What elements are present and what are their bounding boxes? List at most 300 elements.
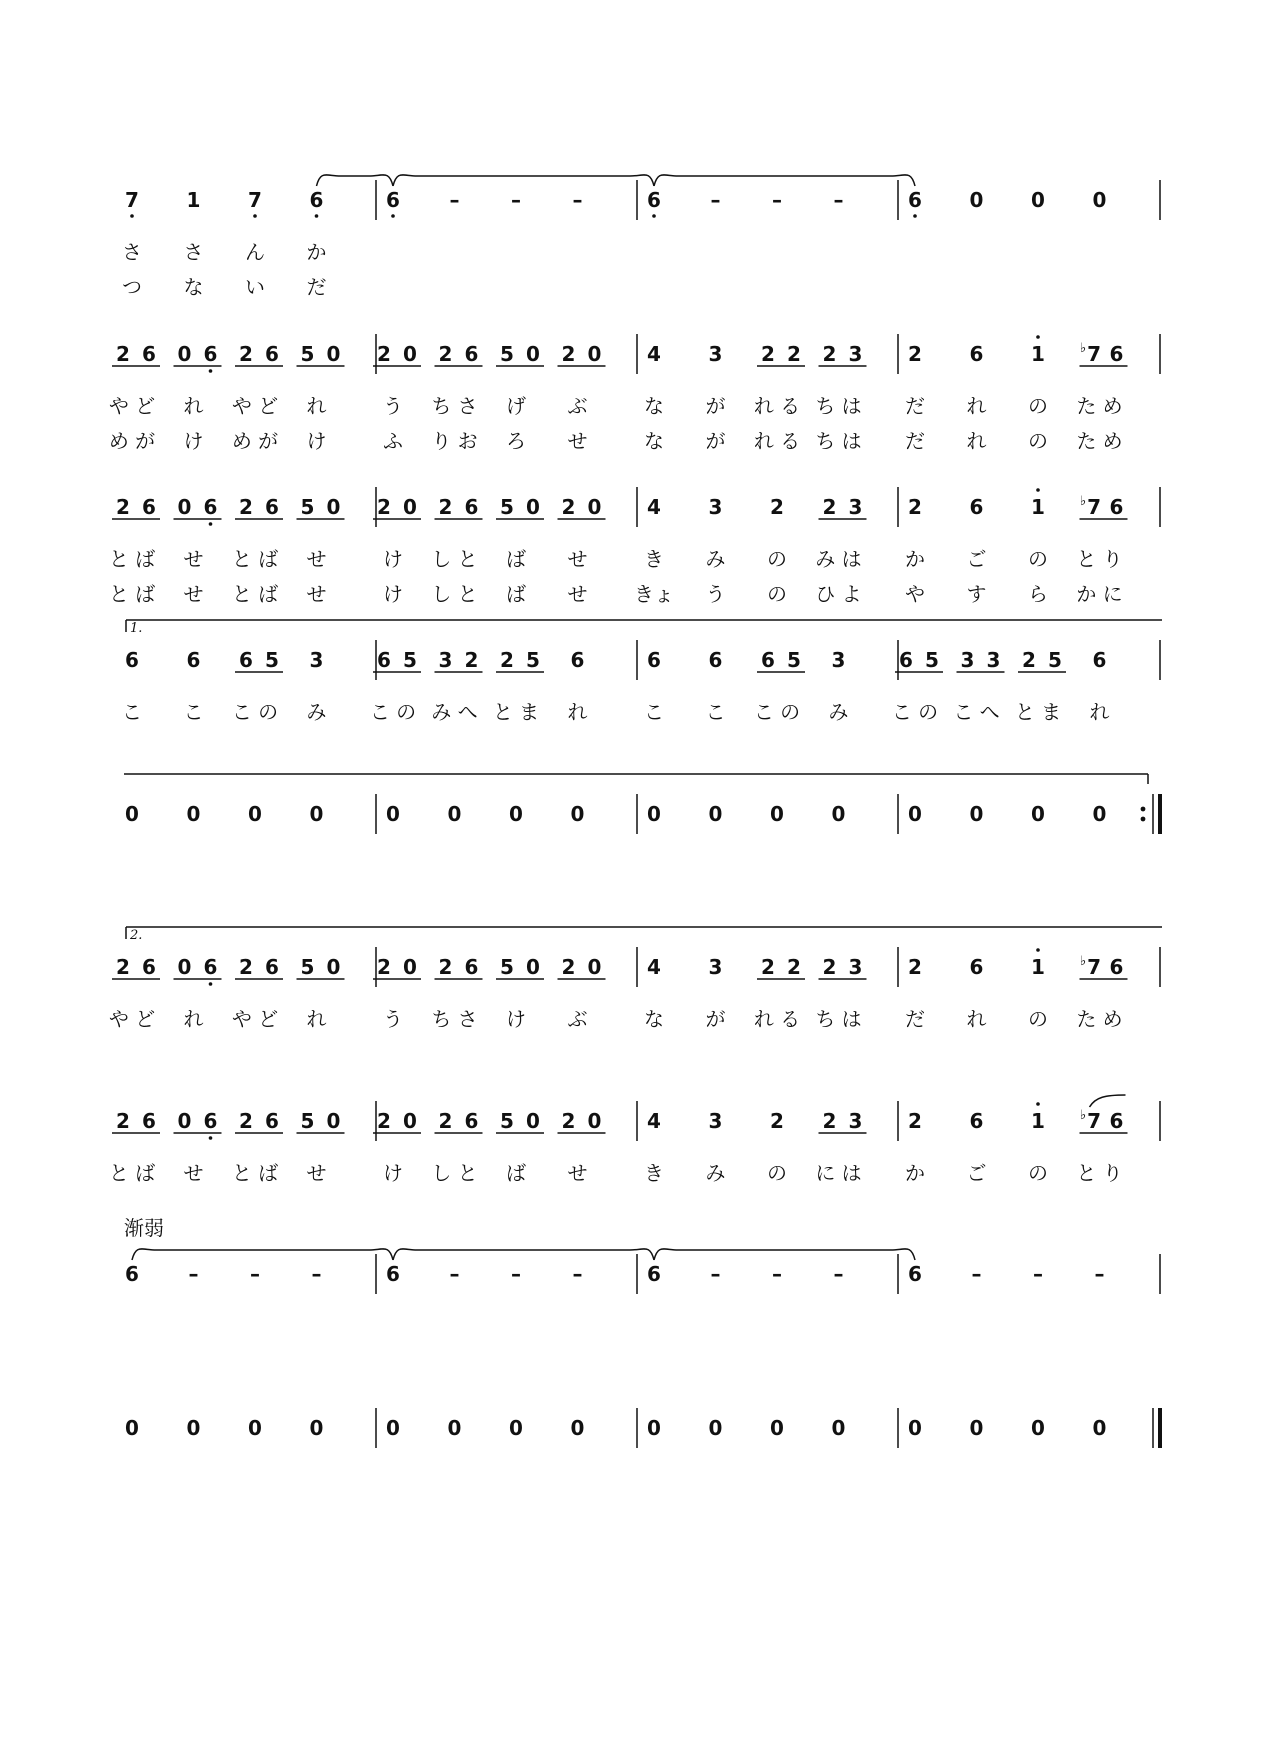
note: 0 xyxy=(1031,802,1045,826)
octave-dot-above xyxy=(1036,335,1040,339)
note: 6 xyxy=(1109,495,1124,519)
note: 2 xyxy=(239,1109,253,1133)
note: 2 xyxy=(770,495,784,519)
note: 6 xyxy=(647,1262,661,1286)
note: 6 xyxy=(908,188,922,212)
note: 6 xyxy=(125,648,139,672)
lyric: れ xyxy=(567,700,588,724)
note: 2 xyxy=(377,1109,391,1133)
dash: – xyxy=(772,1262,782,1286)
dynamics-label: 渐弱 xyxy=(124,1216,164,1240)
note: 5 xyxy=(925,648,939,672)
dash: – xyxy=(833,188,844,212)
volta-number: 1. xyxy=(130,621,143,636)
lyric: な xyxy=(644,1007,664,1031)
note: 1 xyxy=(1031,955,1045,979)
note: 0 xyxy=(447,802,462,826)
note: 2 xyxy=(116,495,130,519)
lyric: こ xyxy=(644,700,664,724)
lyric: み は xyxy=(815,547,862,571)
note: ♭7 xyxy=(1079,341,1102,366)
dash: – xyxy=(311,1262,322,1286)
note: ♭7 xyxy=(1079,1108,1102,1133)
lyric: け xyxy=(183,429,204,453)
lyric: と ば xyxy=(108,547,156,571)
note: 2 xyxy=(438,342,453,366)
lyric: た め xyxy=(1076,1007,1123,1031)
note: 2 xyxy=(908,955,922,979)
lyric: し と xyxy=(431,1161,478,1185)
lyric: り お xyxy=(431,429,478,453)
lyric: れ xyxy=(183,394,204,418)
note: 2 xyxy=(500,648,514,672)
lyric: こ の xyxy=(231,700,279,724)
lyric: が xyxy=(705,394,726,418)
note: ♭7 xyxy=(1079,494,1102,519)
dash: – xyxy=(833,1262,844,1286)
note: 3 xyxy=(708,342,723,366)
lyric: と ば xyxy=(231,1161,279,1185)
lyric: れ る xyxy=(753,1007,801,1031)
note: 2 xyxy=(116,1109,130,1133)
lyric: と ば xyxy=(231,547,279,571)
note: 0 xyxy=(125,1416,139,1440)
lyric: ち は xyxy=(815,429,862,453)
slur xyxy=(132,1249,393,1260)
note: 4 xyxy=(647,1109,661,1133)
lyric: と ま xyxy=(492,700,540,724)
lyric: せ xyxy=(306,582,327,606)
lyric: の xyxy=(1028,547,1048,571)
lyric: の xyxy=(1028,394,1048,418)
note: 6 xyxy=(647,648,661,672)
note: 0 xyxy=(587,342,602,366)
lyric: み xyxy=(306,700,327,724)
lyric: せ xyxy=(183,582,204,606)
note: 3 xyxy=(986,648,1001,672)
lyric: こ xyxy=(705,700,726,724)
flat-sign: ♭ xyxy=(1079,494,1087,509)
note: 3 xyxy=(708,495,723,519)
lyric: や ど xyxy=(108,394,156,418)
lyric: ば xyxy=(506,547,526,571)
note: 5 xyxy=(300,1109,315,1133)
lyric: さ xyxy=(122,240,142,264)
lyric: め が xyxy=(108,429,156,453)
note: 6 xyxy=(142,955,156,979)
note: 6 xyxy=(265,1109,279,1133)
octave-dot-above xyxy=(1036,948,1040,952)
note: 2 xyxy=(116,955,130,979)
note: 2 xyxy=(561,342,576,366)
lyric: け xyxy=(306,429,327,453)
note: 0 xyxy=(386,1416,400,1440)
note: 6 xyxy=(265,955,279,979)
lyric: せ xyxy=(183,547,204,571)
note: 4 xyxy=(647,342,661,366)
dash: – xyxy=(971,1262,982,1286)
note: 2 xyxy=(438,955,453,979)
dash: – xyxy=(511,188,521,212)
note: 0 xyxy=(309,1416,324,1440)
dash: – xyxy=(188,1262,199,1286)
lyric: げ xyxy=(506,394,526,418)
octave-dot-below xyxy=(253,214,257,218)
lyric: せ xyxy=(306,1161,327,1185)
note: 0 xyxy=(587,495,602,519)
lyric: せ xyxy=(567,429,588,453)
octave-dot-above xyxy=(1036,1102,1040,1106)
note: 2 xyxy=(1022,648,1036,672)
lyric: な xyxy=(644,429,664,453)
note: 7 xyxy=(125,188,139,212)
note: 6 xyxy=(464,1109,479,1133)
note: 3 xyxy=(708,1109,723,1133)
note: 1 xyxy=(1031,1109,1045,1133)
dash: – xyxy=(1094,1262,1105,1286)
note: 0 xyxy=(1092,802,1107,826)
octave-dot-below xyxy=(391,214,395,218)
lyric: と り xyxy=(1076,547,1123,571)
note: 0 xyxy=(186,1416,201,1440)
lyric: の xyxy=(767,1161,787,1185)
note: 2 xyxy=(239,495,253,519)
note: 6 xyxy=(203,342,218,366)
note: 6 xyxy=(377,648,391,672)
note: 0 xyxy=(587,955,602,979)
lyric: だ xyxy=(306,275,327,299)
flat-sign: ♭ xyxy=(1079,1108,1087,1123)
note: 0 xyxy=(248,802,262,826)
note: 2 xyxy=(761,342,775,366)
lyric: きょ xyxy=(634,582,674,606)
lyric: か に xyxy=(1076,582,1123,606)
slur xyxy=(393,1249,654,1260)
note: 0 xyxy=(403,495,417,519)
lyric: や ど xyxy=(108,1007,156,1031)
lyric: だ xyxy=(905,429,925,453)
note: 3 xyxy=(831,648,846,672)
lyric: こ へ xyxy=(953,700,1000,724)
lyric: み xyxy=(828,700,849,724)
note: 1 xyxy=(1031,495,1045,519)
note: 0 xyxy=(125,802,139,826)
note: 6 xyxy=(464,495,479,519)
repeat-dot xyxy=(1141,817,1146,822)
lyric: ご xyxy=(966,1161,987,1185)
lyric: れ xyxy=(966,1007,987,1031)
note: 0 xyxy=(326,495,341,519)
note: 0 xyxy=(708,1416,723,1440)
note: 0 xyxy=(177,342,192,366)
note: 2 xyxy=(377,955,391,979)
note: 2 xyxy=(770,1109,784,1133)
lyric: と ま xyxy=(1014,700,1062,724)
lyric: れ xyxy=(966,429,987,453)
lyric: ば xyxy=(506,582,526,606)
note: 0 xyxy=(403,1109,417,1133)
lyric: の xyxy=(767,582,787,606)
lyric: や ど xyxy=(231,394,279,418)
lyric: に は xyxy=(815,1161,862,1185)
note: 1 xyxy=(1031,342,1045,366)
note: 0 xyxy=(969,188,984,212)
note: 0 xyxy=(186,802,201,826)
note: 0 xyxy=(526,1109,540,1133)
lyric: う xyxy=(383,1007,403,1031)
note: 5 xyxy=(300,495,315,519)
octave-dot-below xyxy=(913,214,917,218)
note: 2 xyxy=(561,955,576,979)
dash: – xyxy=(449,188,460,212)
note: 6 xyxy=(239,648,253,672)
flat-sign: ♭ xyxy=(1079,954,1087,969)
lyric: ら xyxy=(1028,582,1048,606)
lyric: み xyxy=(705,1161,726,1185)
note: 2 xyxy=(761,955,775,979)
note: 6 xyxy=(142,1109,156,1133)
lyric: い xyxy=(245,275,265,299)
note: 2 xyxy=(377,342,391,366)
note: 3 xyxy=(848,495,863,519)
note: 2 xyxy=(822,495,837,519)
lyric: の xyxy=(1028,429,1048,453)
note: 6 xyxy=(186,648,201,672)
lyric: れ xyxy=(183,1007,204,1031)
lyric: だ xyxy=(905,394,925,418)
note: 0 xyxy=(248,1416,262,1440)
note: 2 xyxy=(438,1109,453,1133)
dash: – xyxy=(250,1262,260,1286)
lyric: み xyxy=(705,547,726,571)
note: 0 xyxy=(526,342,540,366)
lyric: せ xyxy=(306,547,327,571)
note: 6 xyxy=(1109,955,1124,979)
note: 4 xyxy=(647,955,661,979)
note: 0 xyxy=(647,1416,661,1440)
note: 0 xyxy=(708,802,723,826)
note: 3 xyxy=(848,955,863,979)
note: 0 xyxy=(526,495,540,519)
lyric: ち は xyxy=(815,1007,862,1031)
slur xyxy=(1090,1095,1126,1107)
note: 6 xyxy=(570,648,585,672)
slur xyxy=(317,175,394,186)
lyric: け xyxy=(506,1007,526,1031)
note: 3 xyxy=(848,1109,863,1133)
note: 2 xyxy=(822,1109,837,1133)
note: 2 xyxy=(239,955,253,979)
note: 0 xyxy=(309,802,324,826)
lyric: け xyxy=(383,1161,403,1185)
dash: – xyxy=(572,188,583,212)
note: 6 xyxy=(203,1109,218,1133)
note: 5 xyxy=(500,955,514,979)
note: 2 xyxy=(116,342,130,366)
lyric: れ xyxy=(966,394,987,418)
note: 0 xyxy=(969,1416,984,1440)
lyric: こ の xyxy=(369,700,417,724)
note: 6 xyxy=(265,342,279,366)
lyric: け xyxy=(383,582,403,606)
note: 0 xyxy=(1031,188,1045,212)
note: 6 xyxy=(203,495,218,519)
note: 6 xyxy=(899,648,913,672)
lyric: か xyxy=(905,547,925,571)
lyric: が xyxy=(705,1007,726,1031)
lyric: た め xyxy=(1076,394,1123,418)
note: 2 xyxy=(377,495,391,519)
lyric: せ xyxy=(183,1161,204,1185)
note: 0 xyxy=(1092,188,1107,212)
lyric: ち さ xyxy=(431,1007,478,1031)
note: 0 xyxy=(908,802,922,826)
note: 3 xyxy=(708,955,723,979)
note: 6 xyxy=(969,1109,984,1133)
note: 2 xyxy=(908,495,922,519)
note: 6 xyxy=(708,648,723,672)
note: 0 xyxy=(831,1416,846,1440)
note: 2 xyxy=(561,1109,576,1133)
lyric: し と xyxy=(431,547,478,571)
lyric: つ xyxy=(122,275,142,299)
lyric: う xyxy=(383,394,403,418)
dash: – xyxy=(710,1262,721,1286)
flat-sign: ♭ xyxy=(1079,341,1087,356)
lyric: す xyxy=(966,582,987,606)
note: 0 xyxy=(1031,1416,1045,1440)
note: 3 xyxy=(438,648,453,672)
note: 5 xyxy=(500,342,514,366)
octave-dot-below xyxy=(209,1136,213,1140)
note: 2 xyxy=(787,342,801,366)
note: 0 xyxy=(770,1416,784,1440)
note: 6 xyxy=(1109,342,1124,366)
note: 6 xyxy=(969,342,984,366)
lyric: ぶ xyxy=(567,1007,588,1031)
lyric: れ る xyxy=(753,394,801,418)
lyric: と り xyxy=(1076,1161,1123,1185)
lyric: ぶ xyxy=(567,394,588,418)
note: 0 xyxy=(647,802,661,826)
note: 0 xyxy=(177,495,192,519)
lyric: や ど xyxy=(231,1007,279,1031)
note: 0 xyxy=(403,955,417,979)
lyric: が xyxy=(705,429,726,453)
note: 0 xyxy=(908,1416,922,1440)
lyric: う xyxy=(705,582,726,606)
lyric: だ xyxy=(905,1007,925,1031)
lyric: し と xyxy=(431,582,478,606)
note: 6 xyxy=(386,188,400,212)
lyric: の xyxy=(767,547,787,571)
lyric: き xyxy=(644,547,664,571)
lyric: ん xyxy=(245,240,265,264)
dash: – xyxy=(772,188,782,212)
note: 5 xyxy=(300,342,315,366)
note: 6 xyxy=(1092,648,1107,672)
lyric: ち さ xyxy=(431,394,478,418)
lyric: め が xyxy=(231,429,279,453)
note: 6 xyxy=(464,955,479,979)
note: 0 xyxy=(509,802,523,826)
lyric: け xyxy=(383,547,403,571)
note: 5 xyxy=(1048,648,1062,672)
note: 2 xyxy=(561,495,576,519)
note: 2 xyxy=(908,1109,922,1133)
lyric: か xyxy=(306,240,327,264)
lyric: と ば xyxy=(108,1161,156,1185)
lyric: れ る xyxy=(753,429,801,453)
lyric: せ xyxy=(567,547,588,571)
note: 2 xyxy=(239,342,253,366)
note: 5 xyxy=(500,1109,514,1133)
lyric: ば xyxy=(506,1161,526,1185)
note: 6 xyxy=(309,188,324,212)
note: 5 xyxy=(526,648,540,672)
volta-number: 2. xyxy=(130,928,143,943)
lyric: れ xyxy=(306,1007,327,1031)
note: 0 xyxy=(1092,1416,1107,1440)
lyric: れ xyxy=(1089,700,1110,724)
note: 4 xyxy=(647,495,661,519)
note: 0 xyxy=(570,1416,585,1440)
note: 3 xyxy=(309,648,324,672)
dash: – xyxy=(1033,1262,1043,1286)
lyric: と ば xyxy=(231,582,279,606)
note: 7 xyxy=(248,188,262,212)
note: 6 xyxy=(464,342,479,366)
note: 0 xyxy=(526,955,540,979)
repeat-dot xyxy=(1141,807,1146,812)
lyric: せ xyxy=(567,1161,588,1185)
octave-dot-below xyxy=(652,214,656,218)
note: 6 xyxy=(969,955,984,979)
slur xyxy=(654,1249,915,1260)
note: 6 xyxy=(761,648,775,672)
lyric: の xyxy=(1028,1007,1048,1031)
note: 2 xyxy=(822,955,837,979)
note: 0 xyxy=(770,802,784,826)
note: 6 xyxy=(386,1262,400,1286)
note: 0 xyxy=(831,802,846,826)
note: 0 xyxy=(386,802,400,826)
note: 0 xyxy=(447,1416,462,1440)
lyric: こ の xyxy=(891,700,939,724)
note: 6 xyxy=(142,495,156,519)
note: 0 xyxy=(326,1109,341,1133)
note: 0 xyxy=(969,802,984,826)
note: 5 xyxy=(787,648,801,672)
note: 5 xyxy=(500,495,514,519)
lyric: こ xyxy=(122,700,142,724)
note: 6 xyxy=(125,1262,139,1286)
lyric: ふ xyxy=(383,429,403,453)
note: 0 xyxy=(403,342,417,366)
note: 6 xyxy=(908,1262,922,1286)
lyric: き xyxy=(644,1161,664,1185)
note: 6 xyxy=(203,955,218,979)
note: 0 xyxy=(509,1416,523,1440)
slur xyxy=(654,175,915,186)
note: 2 xyxy=(822,342,837,366)
dash: – xyxy=(511,1262,521,1286)
note: 0 xyxy=(177,955,192,979)
lyric: な xyxy=(183,275,204,299)
lyric: の xyxy=(1028,1161,1048,1185)
lyric: ご xyxy=(966,547,987,571)
note: 6 xyxy=(1109,1109,1124,1133)
